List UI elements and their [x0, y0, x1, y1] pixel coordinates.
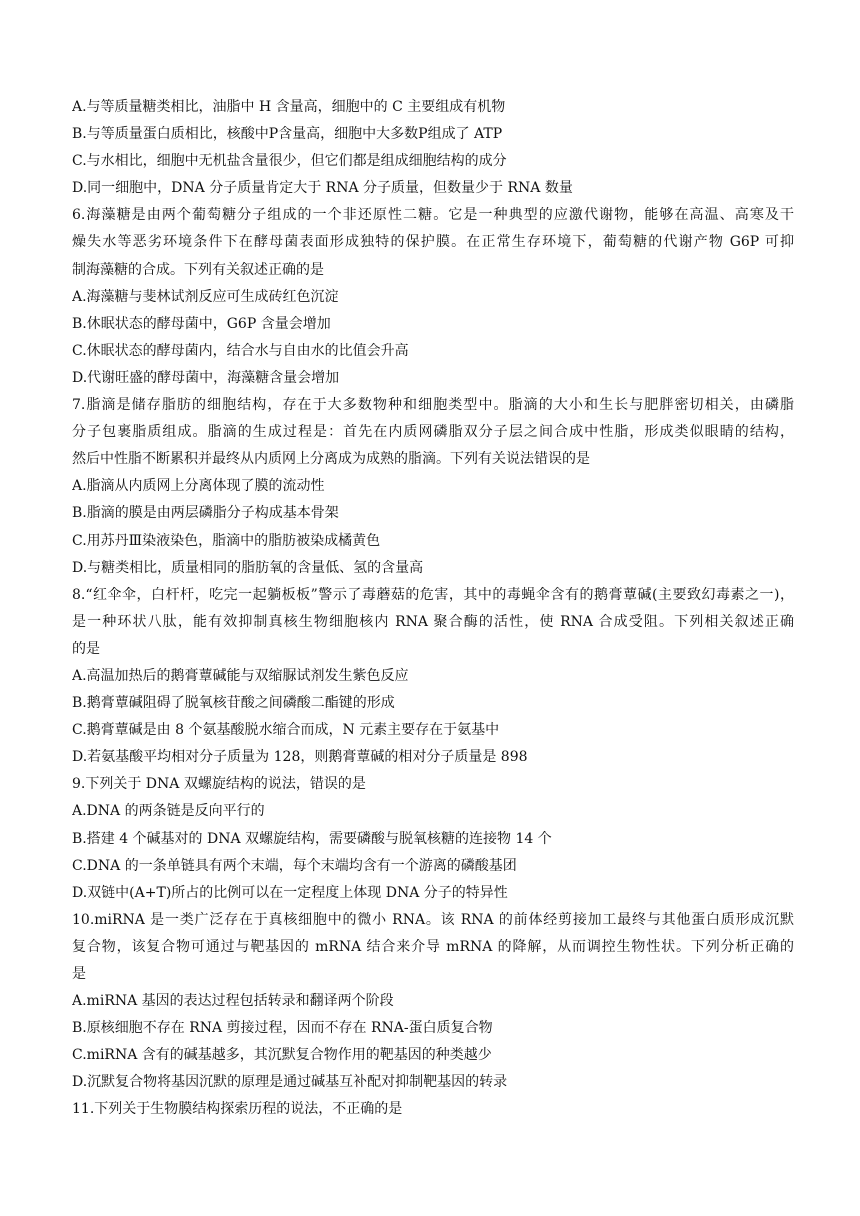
text-line: B.鹅膏蕈碱阻碍了脱氧核苷酸之间磷酸二酯键的形成 [72, 695, 395, 712]
text-line: 7.脂滴是储存脂肪的细胞结构，存在于大多数物种和细胞类型中。脂滴的大小和生长与肥胖密切相关，由磷脂 [72, 397, 794, 414]
text-line: C.DNA 的一条单链具有两个末端，每个末端均含有一个游离的磷酸基团 [72, 857, 517, 874]
text-line: 的是 [72, 640, 100, 657]
text-line: B.休眠状态的酵母菌中，G6P 含量会增加 [72, 315, 331, 332]
text-line: D.代谢旺盛的酵母菌中，海藻糖含量会增加 [72, 369, 340, 386]
text-line: A.与等质量糖类相比，油脂中 H 含量高，细胞中的 C 主要组成有机物 [72, 99, 506, 115]
text-line: C.鹅膏蕈碱是由 8 个氨基酸脱水缩合而成，N 元素主要存在于氨基中 [72, 722, 500, 739]
text-line: 是一种环状八肽，能有效抑制真核生物细胞核内 RNA 聚合酶的活性，使 RNA 合成受阻。下列相关叙述正确 [72, 613, 794, 630]
text-line: C.与水相比，细胞中无机盐含量很少，但它们都是组成细胞结构的成分 [72, 153, 507, 170]
text-line: A.高温加热后的鹅膏蕈碱能与双缩脲试剂发生紫色反应 [72, 667, 409, 684]
text-line: 10.miRNA 是一类广泛存在于真核细胞中的微小 RNA。该 RNA 的前体经剪接加工最终与其他蛋白质形成沉默 [72, 911, 794, 928]
question-text-body [72, 94, 794, 1124]
text-line: 复合物，该复合物可通过与靶基因的 mRNA 结合来介导 mRNA 的降解，从而调控生物性状。下列分析正确的 [72, 938, 794, 955]
text-line: 制海藻糖的合成。下列有关叙述正确的是 [72, 261, 324, 278]
text-line: D.同一细胞中，DNA 分子质量肯定大于 RNA 分子质量，但数量少于 RNA 数量 [72, 180, 573, 197]
text-line: B.与等质量蛋白质相比，核酸中P含量高，细胞中大多数P组成了 ATP [72, 126, 503, 143]
text-line: B.脂滴的膜是由两层磷脂分子构成基本骨架 [72, 505, 339, 522]
text-line: D.与糖类相比，质量相同的脂肪氧的含量低、氢的含量高 [72, 559, 424, 576]
text-line: 8.“红伞伞，白杆杆，吃完一起躺板板”警示了毒蘑菇的危害，其中的毒蝇伞含有的鹅膏蕈碱(主要致幻毒素之一)， [72, 586, 794, 603]
text-line: C.miRNA 含有的碱基越多，其沉默复合物作用的靶基因的种类越少 [72, 1047, 492, 1064]
text-line: 11.下列关于生物膜结构探索历程的说法，不正确的是 [72, 1101, 403, 1118]
text-line: 9.下列关于 DNA 双螺旋结构的说法，错误的是 [72, 776, 366, 793]
text-line: 是 [72, 966, 86, 982]
text-line: A.DNA 的两条链是反向平行的 [72, 803, 265, 820]
text-line: B.搭建 4 个碱基对的 DNA 双螺旋结构，需要磷酸与脱氧核糖的连接物 14 个 [72, 830, 552, 847]
text-line: A.海藻糖与斐林试剂反应可生成砖红色沉淀 [72, 288, 339, 305]
text-line: 燥失水等恶劣环境条件下在酵母菌表面形成独特的保护膜。在正常生存环境下，葡萄糖的代谢产物 G6P 可抑 [72, 234, 794, 251]
text-line: B.原核细胞不存在 RNA 剪接过程，因而不存在 RNA-蛋白质复合物 [72, 1020, 493, 1037]
text-line: 分子包裹脂质组成。脂滴的生成过程是：首先在内质网磷脂双分子层之间合成中性脂，形成类似眼睛的结构， [72, 424, 794, 441]
text-line: D.双链中(A+T)所占的比例可以在一定程度上体现 DNA 分子的特异性 [72, 884, 508, 901]
text-line: A.miRNA 基因的表达过程包括转录和翻译两个阶段 [72, 993, 394, 1010]
text-line: 6.海藻糖是由两个葡萄糖分子组成的一个非还原性二糖。它是一种典型的应激代谢物，能够在高温、高寒及干 [72, 207, 794, 224]
text-line: C.用苏丹Ⅲ染液染色，脂滴中的脂肪被染成橘黄色 [72, 532, 381, 549]
text-line: C.休眠状态的酵母菌内，结合水与自由水的比值会升高 [72, 342, 409, 359]
text-line: D.沉默复合物将基因沉默的原理是通过碱基互补配对抑制靶基因的转录 [72, 1074, 508, 1091]
text-line: 然后中性脂不断累积并最终从内质网上分离成为成熟的脂滴。下列有关说法错误的是 [72, 451, 590, 468]
text-line: A.脂滴从内质网上分离体现了膜的流动性 [72, 478, 325, 495]
text-line: D.若氨基酸平均相对分子质量为 128，则鹅膏蕈碱的相对分子质量是 898 [72, 749, 528, 766]
